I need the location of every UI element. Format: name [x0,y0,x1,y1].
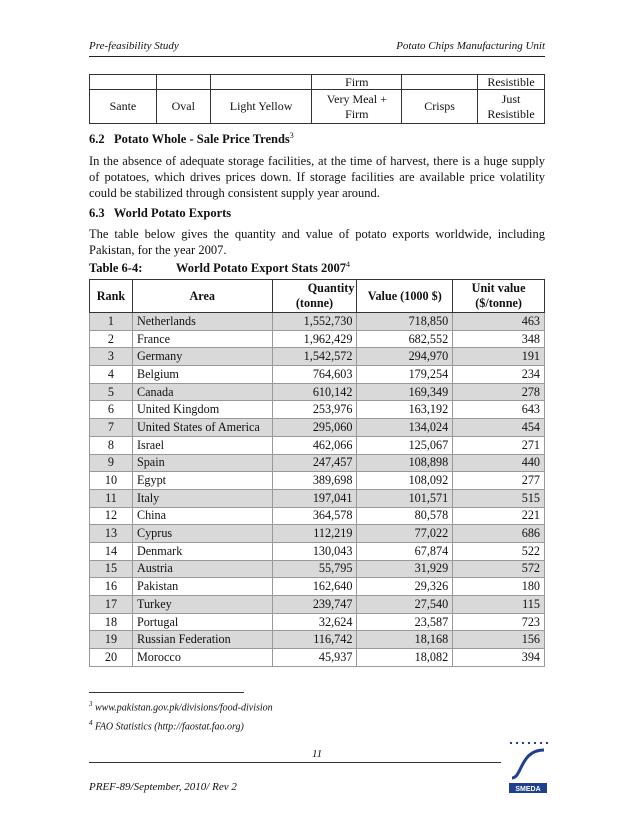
section-title: World Potato Exports [113,206,232,220]
cell-unit-value: 454 [453,419,545,437]
table-row [90,507,545,525]
cell-unit-value: 115 [453,596,545,614]
cell-quantity: 32,624 [272,613,357,631]
cell-area: Egypt [132,472,272,490]
col-header-value: Value (1000 $) [357,280,453,313]
header-line: (tonne) [295,296,334,310]
table-row [90,472,545,490]
cell-quantity: 130,043 [272,542,357,560]
table-row [90,631,545,649]
cell-value: 18,082 [357,649,453,667]
cell-value: 125,067 [357,436,453,454]
table-cell: Light Yellow [210,90,312,124]
header-line: ($/tonne) [475,296,522,310]
table-row [90,436,545,454]
footnote-mark: 4 [89,719,93,727]
section-number: 6.3 [89,206,105,220]
cell-quantity: 197,041 [272,489,357,507]
cell-unit-value: 234 [453,366,545,384]
cell-rank: 15 [90,560,133,578]
logo-text: SMEDA [515,786,541,793]
cell-quantity: 116,742 [272,631,357,649]
cell-rank: 1 [90,313,133,331]
table-cell: Just Resistible [478,90,545,124]
table-row [90,366,545,384]
cell-unit-value: 440 [453,454,545,472]
cell-rank: 10 [90,472,133,490]
cell-unit-value: 221 [453,507,545,525]
table-cell: Resistible [478,75,545,90]
cell-value: 101,571 [357,489,453,507]
cell-area: Canada [132,383,272,401]
cell-unit-value: 572 [453,560,545,578]
cell-area: Germany [132,348,272,366]
cell-quantity: 55,795 [272,560,357,578]
footer-text: PREF-89/September, 2010/ Rev 2 [89,781,237,793]
cell-unit-value: 463 [453,313,545,331]
cell-unit-value: 643 [453,401,545,419]
cell-area: Italy [132,489,272,507]
cell-quantity: 247,457 [272,454,357,472]
table-row [90,649,545,667]
footnote-ref: 3 [289,131,294,140]
cell-area: Spain [132,454,272,472]
cell-unit-value: 278 [453,383,545,401]
cell-value: 18,168 [357,631,453,649]
footnote-text: FAO Statistics (http://faostat.fao.org) [95,721,244,733]
table-row [90,75,545,90]
varieties-table-fragment [89,74,545,124]
footnote-mark: 3 [89,700,93,708]
table-row [90,613,545,631]
cell-rank: 12 [90,507,133,525]
col-header-area: Area [132,280,272,313]
header-line: Unit value [471,281,526,295]
cell-area: Belgium [132,366,272,384]
cell-quantity: 364,578 [272,507,357,525]
cell-area: Morocco [132,649,272,667]
smeda-logo-icon [506,740,550,795]
cell-area: China [132,507,272,525]
cell-unit-value: 723 [453,613,545,631]
cell-rank: 3 [90,348,133,366]
cell-value: 294,970 [357,348,453,366]
cell-value: 134,024 [357,419,453,437]
cell-quantity: 1,962,429 [272,330,357,348]
cell-value: 23,587 [357,613,453,631]
cell-value: 108,092 [357,472,453,490]
header-line: Quantity [307,281,355,295]
section-6-2-heading [89,131,545,147]
header-left: Pre-feasibility Study [89,40,179,52]
cell-unit-value: 515 [453,489,545,507]
cell-unit-value: 191 [453,348,545,366]
cell-unit-value: 522 [453,542,545,560]
table-row [90,348,545,366]
cell-rank: 9 [90,454,133,472]
table-row [90,90,545,124]
table-cell [90,75,157,90]
cell-unit-value: 271 [453,436,545,454]
footnote-ref: 4 [346,260,351,269]
table-cell [156,75,210,90]
cell-value: 80,578 [357,507,453,525]
cell-quantity: 1,542,572 [272,348,357,366]
cell-value: 67,874 [357,542,453,560]
cell-area: Denmark [132,542,272,560]
table-header-row [90,280,545,313]
cell-area: Austria [132,560,272,578]
cell-rank: 7 [90,419,133,437]
section-title: Potato Whole - Sale Price Trends [114,132,290,147]
table-row [90,578,545,596]
cell-value: 27,540 [357,596,453,614]
table-cell [402,75,478,90]
cell-rank: 5 [90,383,133,401]
cell-quantity: 764,603 [272,366,357,384]
footnote-4 [89,719,244,732]
cell-quantity: 389,698 [272,472,357,490]
cell-unit-value: 686 [453,525,545,543]
footnote-text: www.pakistan.gov.pk/divisions/food-division [95,702,273,714]
cell-quantity: 45,937 [272,649,357,667]
cell-area: France [132,330,272,348]
cell-unit-value: 156 [453,631,545,649]
cell-value: 169,349 [357,383,453,401]
table-cell: Crisps [402,90,478,124]
table-caption [89,260,545,276]
cell-quantity: 253,976 [272,401,357,419]
header-divider [89,56,545,57]
table-cell: Sante [90,90,157,124]
cell-value: 108,898 [357,454,453,472]
table-cell [210,75,312,90]
cell-rank: 8 [90,436,133,454]
table-row [90,313,545,331]
table-row [90,560,545,578]
footer-divider [89,762,501,763]
cell-rank: 14 [90,542,133,560]
table-row [90,596,545,614]
footnote-divider [89,692,244,693]
section-number: 6.2 [89,132,105,147]
section-6-3-heading [89,206,545,221]
table-cell: Oval [156,90,210,124]
table-row [90,542,545,560]
table-body [90,313,545,667]
section-6-3-body: The table below gives the quantity and value of potato exports worldwide, including Pakistan, for the year 2007. [89,227,545,257]
cell-area: United States of America [132,419,272,437]
cell-rank: 19 [90,631,133,649]
cell-rank: 20 [90,649,133,667]
page-number: 11 [312,748,323,760]
cell-quantity: 162,640 [272,578,357,596]
cell-value: 29,326 [357,578,453,596]
table-row [90,419,545,437]
cell-area: Cyprus [132,525,272,543]
cell-area: Russian Federation [132,631,272,649]
cell-rank: 13 [90,525,133,543]
cell-quantity: 462,066 [272,436,357,454]
cell-quantity: 610,142 [272,383,357,401]
cell-value: 179,254 [357,366,453,384]
cell-area: Netherlands [132,313,272,331]
cell-quantity: 1,552,730 [272,313,357,331]
cell-area: Israel [132,436,272,454]
cell-value: 31,929 [357,560,453,578]
cell-area: United Kingdom [132,401,272,419]
cell-rank: 18 [90,613,133,631]
cell-quantity: 112,219 [272,525,357,543]
cell-value: 682,552 [357,330,453,348]
cell-value: 77,022 [357,525,453,543]
cell-value: 163,192 [357,401,453,419]
cell-area: Turkey [132,596,272,614]
cell-rank: 6 [90,401,133,419]
cell-quantity: 295,060 [272,419,357,437]
table-row [90,525,545,543]
col-header-unit-value [453,280,545,313]
cell-rank: 2 [90,330,133,348]
table-row [90,454,545,472]
table-cell: Firm [312,75,402,90]
col-header-quantity [272,280,357,313]
cell-unit-value: 394 [453,649,545,667]
cell-area: Pakistan [132,578,272,596]
section-6-2-body: In the absence of adequate storage facilities, at the time of harvest, there is a huge supply of potatoes, which drives prices down. If storage facilities are available price volatility could be stabilized through consistent supply year around. [89,154,545,200]
cell-rank: 17 [90,596,133,614]
cell-rank: 11 [90,489,133,507]
table-label: Table 6-4: [89,261,143,276]
table-cell: Very Meal + Firm [312,90,402,124]
cell-rank: 16 [90,578,133,596]
cell-quantity: 239,747 [272,596,357,614]
footnote-3 [89,700,273,713]
cell-rank: 4 [90,366,133,384]
export-stats-table [89,279,545,667]
cell-area: Portugal [132,613,272,631]
table-row [90,383,545,401]
cell-unit-value: 277 [453,472,545,490]
cell-unit-value: 180 [453,578,545,596]
cell-unit-value: 348 [453,330,545,348]
table-title: World Potato Export Stats 2007 [175,261,347,276]
header-right: Potato Chips Manufacturing Unit [396,40,545,52]
table-row [90,401,545,419]
col-header-rank: Rank [90,280,133,313]
table-row [90,489,545,507]
table-row [90,330,545,348]
cell-value: 718,850 [357,313,453,331]
